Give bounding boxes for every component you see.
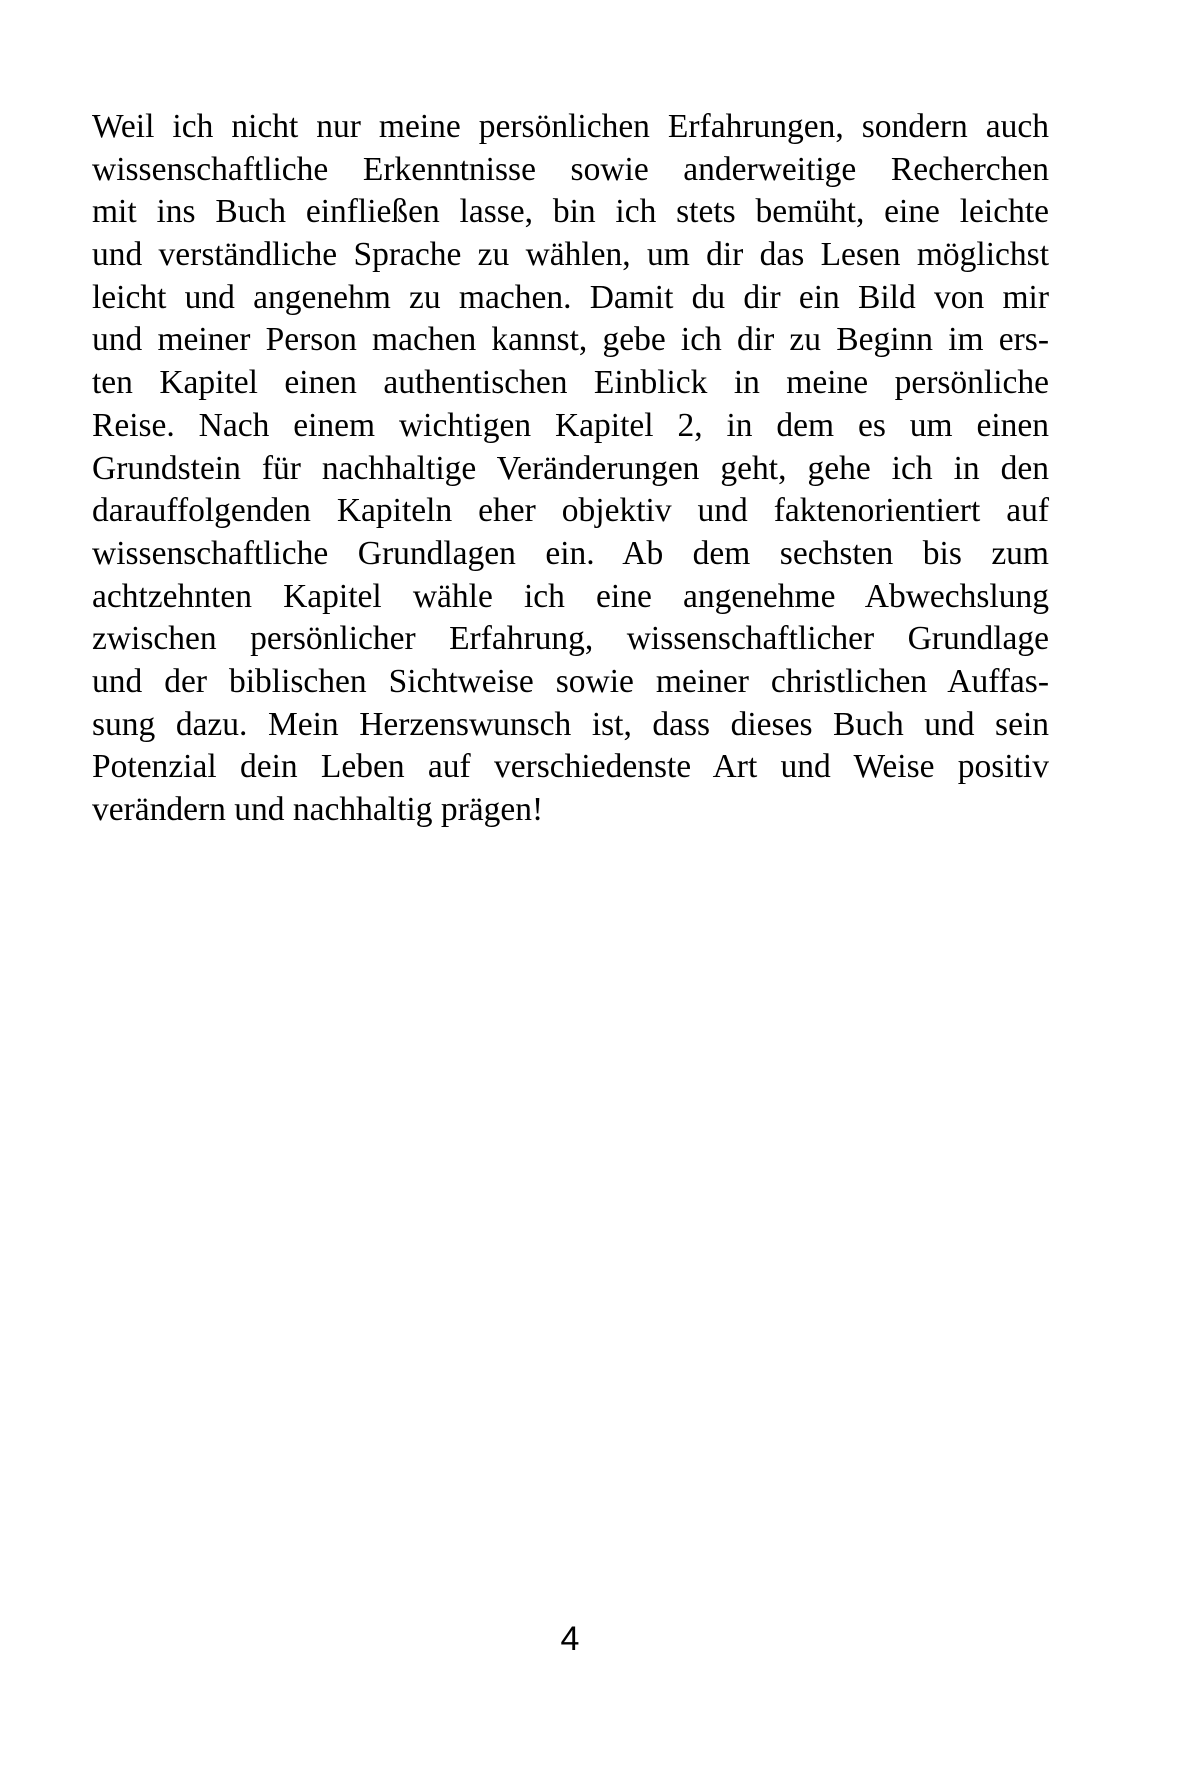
text-line: und verständliche Sprache zu wählen, um dir das Lesen möglichst	[92, 236, 1049, 274]
body-paragraph	[92, 106, 1049, 832]
text-line: ten Kapitel einen authentischen Einblick in meine persönliche	[92, 364, 1049, 402]
text-line: Potenzial dein Leben auf verschiedenste Art und Weise positiv	[92, 748, 1049, 786]
text-line: darauffolgenden Kapiteln eher objektiv und faktenorientiert auf	[92, 492, 1049, 530]
page-number: 4	[560, 1620, 580, 1658]
text-line: wissenschaftliche Grundlagen ein. Ab dem sechsten bis zum	[92, 534, 1049, 572]
text-line: zwischen persönlicher Erfahrung, wissenschaftlicher Grundlage	[92, 620, 1049, 658]
text-line-last: verändern und nachhaltig prägen!	[92, 791, 544, 828]
text-line: Reise. Nach einem wichtigen Kapitel 2, in dem es um einen	[92, 406, 1049, 444]
text-line: Grundstein für nachhaltige Veränderungen geht, gehe ich in den	[92, 449, 1049, 487]
text-line: sung dazu. Mein Herzenswunsch ist, dass dieses Buch und sein	[92, 705, 1049, 743]
text-line: leicht und angenehm zu machen. Damit du dir ein Bild von mir	[92, 278, 1049, 316]
text-line: und meiner Person machen kannst, gebe ich dir zu Beginn im ers-	[92, 321, 1049, 359]
text-line: wissenschaftliche Erkenntnisse sowie anderweitige Recherchen	[92, 150, 1049, 188]
text-line: mit ins Buch einfließen lasse, bin ich stets bemüht, eine leichte	[92, 193, 1049, 231]
text-line: Weil ich nicht nur meine persönlichen Erfahrungen, sondern auch	[92, 108, 1049, 145]
text-line: und der biblischen Sichtweise sowie meiner christlichen Auffas-	[92, 662, 1049, 700]
text-line: achtzehnten Kapitel wähle ich eine angenehme Abwechslung	[92, 577, 1049, 615]
